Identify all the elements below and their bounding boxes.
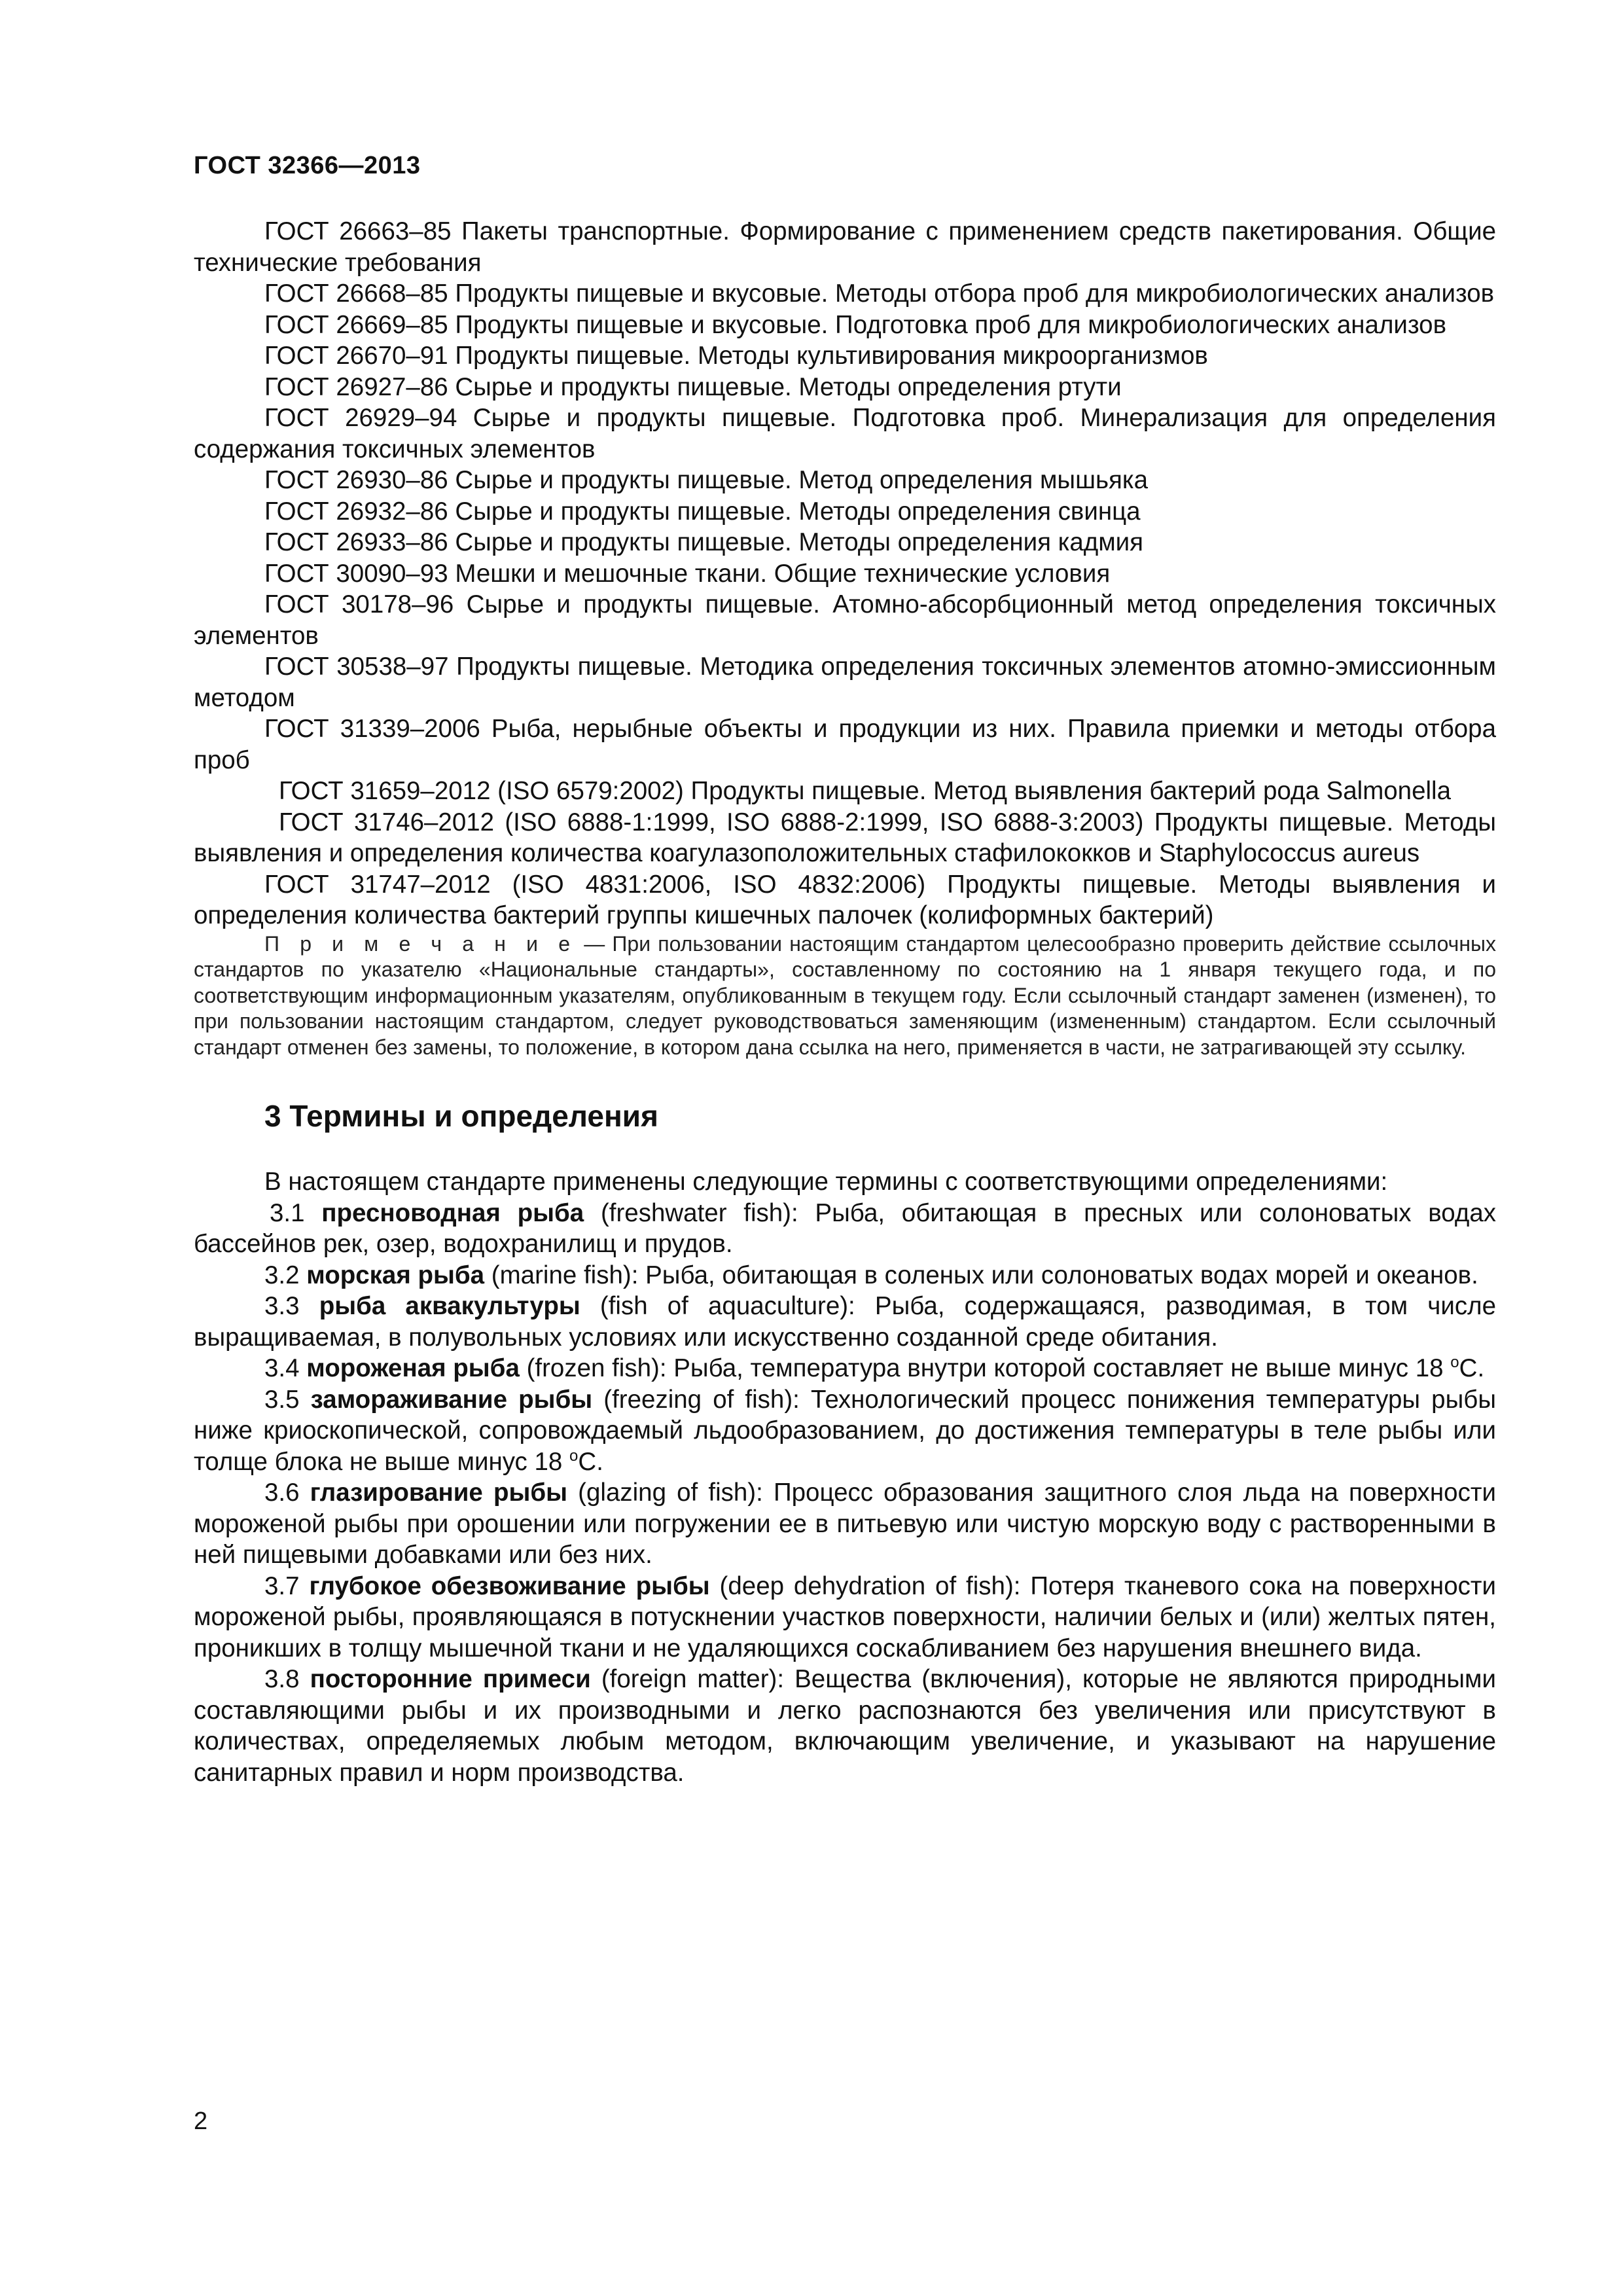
term-text-tail: С. bbox=[578, 1447, 603, 1476]
term-text-tail: С. bbox=[1459, 1354, 1485, 1382]
term-text: (freezing of fish): Технологический процесс понижения температуры рыбы ниже криоскопической, сопровождаемый льдообразованием, до достижения температуры в теле рыбы или толще блока не выше минус 18 bbox=[194, 1385, 1496, 1476]
term-name: мороженая рыба bbox=[306, 1354, 520, 1382]
reference-item: ГОСТ 31747–2012 (ISO 4831:2006, ISO 4832:2006) Продукты пищевые. Методы выявления и определения количества бактерий группы кишечных палочек (колиформных бактерий) bbox=[194, 870, 1496, 929]
reference-item: ГОСТ 30178–96 Сырье и продукты пищевые. Атомно-абсорбционный метод определения токсичных элементов bbox=[194, 590, 1496, 650]
reference-item: ГОСТ 26669–85 Продукты пищевые и вкусовые. Подготовка проб для микробиологических анализов bbox=[264, 310, 1447, 339]
reference-item: ГОСТ 26929–94 Сырье и продукты пищевые. Подготовка проб. Минерализация для определения содержания токсичных элементов bbox=[194, 404, 1496, 463]
term-definition bbox=[194, 1353, 1496, 1384]
term-definition bbox=[194, 1384, 1496, 1478]
page-content bbox=[194, 216, 1496, 1788]
term-text: (freshwater fish): Рыба, обитающая в пресных или солоноватых водах бассейнов рек, озер, водохранилищ и прудов. bbox=[194, 1198, 1496, 1258]
reference-item: ГОСТ 26930–86 Сырье и продукты пищевые. Метод определения мышьяка bbox=[264, 466, 1149, 494]
term-name: морская рыба bbox=[306, 1261, 485, 1289]
note-text: — При пользовании настоящим стандартом целесообразно проверить действие ссылочных стандартов по указателю «Национальные стандарты», составленному по состоянию на 1 января текущего года, и по соответствующим информационным указателям, опубликованным в текущем году. Если ссылочный стандарт заменен (изменен), то при пользовании настоящим стандартом, следует руководствоваться заменяющим (измененным) стандартом. Если ссылочный стандарт отменен без замены, то положение, в котором дана ссылка на него, применяется в части, не затрагивающей эту ссылку. bbox=[194, 931, 1496, 1059]
document-code-header: ГОСТ 32366—2013 bbox=[194, 152, 421, 179]
degree-mark: o bbox=[569, 1446, 579, 1465]
term-name: глубокое обезвоживание рыбы bbox=[309, 1571, 710, 1600]
term-name: глазирование рыбы bbox=[310, 1479, 568, 1507]
term-text: (glazing of fish): Процесс образования защитного слоя льда на поверхности мороженой рыбы при орошении или погружении ее в питьевую или чистую морскую воду с растворенными в ней пищевыми добавками или без них. bbox=[194, 1479, 1496, 1569]
term-number: 3.6 bbox=[264, 1479, 300, 1507]
reference-item: ГОСТ 26927–86 Сырье и продукты пищевые. Методы определения ртути bbox=[264, 372, 1122, 401]
term-definition bbox=[194, 1260, 1496, 1291]
term-text: (marine fish): Рыба, обитающая в соленых или солоноватых водах морей и океанов. bbox=[484, 1261, 1478, 1289]
term-number: 3.3 bbox=[264, 1292, 300, 1320]
term-definition bbox=[194, 1198, 1496, 1260]
references-note bbox=[194, 931, 1496, 1061]
terms-section bbox=[194, 1166, 1496, 1788]
reference-item: ГОСТ 26670–91 Продукты пищевые. Методы культивирования микроорганизмов bbox=[264, 342, 1208, 370]
term-number: 3.2 bbox=[264, 1261, 300, 1289]
reference-item: ГОСТ 31659–2012 (ISO 6579:2002) Продукты пищевые. Метод выявления бактерий рода Salmonella bbox=[279, 777, 1452, 805]
term-name: пресноводная рыба bbox=[321, 1198, 584, 1227]
term-text: (frozen fish): Рыба, температура внутри которой составляет не выше минус 18 bbox=[519, 1354, 1451, 1382]
term-number: 3.7 bbox=[264, 1571, 300, 1600]
reference-item: ГОСТ 26933–86 Сырье и продукты пищевые. Методы определения кадмия bbox=[264, 528, 1144, 556]
term-number: 3.8 bbox=[264, 1665, 300, 1693]
section-intro: В настоящем стандарте применены следующие термины с соответствующими определениями: bbox=[264, 1168, 1388, 1196]
term-definition bbox=[194, 1571, 1496, 1664]
term-definition bbox=[194, 1664, 1496, 1788]
reference-item: ГОСТ 26932–86 Сырье и продукты пищевые. Методы определения свинца bbox=[264, 497, 1141, 526]
term-definition bbox=[194, 1291, 1496, 1353]
note-label: П р и м е ч а н и е bbox=[264, 931, 577, 956]
reference-item: ГОСТ 26663–85 Пакеты транспортные. Формирование с применением средств пакетирования. Общие технические требования bbox=[194, 217, 1496, 277]
page-number: 2 bbox=[194, 2108, 208, 2135]
term-number: 3.1 bbox=[270, 1198, 305, 1227]
term-name: посторонние примеси bbox=[310, 1665, 591, 1693]
degree-mark: o bbox=[1450, 1354, 1459, 1372]
reference-item: ГОСТ 30090–93 Мешки и мешочные ткани. Общие технические условия bbox=[264, 559, 1111, 588]
section-title: 3 Термины и определения bbox=[264, 1099, 658, 1133]
term-text: (fish of aquaculture): Рыба, содержащаяся, разводимая, в том числе выращиваемая, в полувольных условиях или искусственно созданной среде обитания. bbox=[194, 1292, 1496, 1352]
term-definition bbox=[194, 1477, 1496, 1571]
term-text: (foreign matter): Вещества (включения), которые не являются природными составляющими рыбы и их производными и легко распознаются без увеличения или присутствуют в количествах, определяемых любым методом, включающим увеличение, и указывают на нарушение санитарных правил и норм производства. bbox=[194, 1665, 1496, 1787]
term-name: замораживание рыбы bbox=[310, 1385, 593, 1414]
reference-item: ГОСТ 31746–2012 (ISO 6888-1:1999, ISO 6888-2:1999, ISO 6888-3:2003) Продукты пищевые. Методы выявления и определения количества коагулазоположительных стафилококков и Staphylococcus aureus bbox=[194, 808, 1496, 867]
reference-item: ГОСТ 30538–97 Продукты пищевые. Методика определения токсичных элементов атомно-эмиссионным методом bbox=[194, 653, 1496, 712]
term-name: рыба аквакультуры bbox=[319, 1292, 580, 1320]
reference-item: ГОСТ 26668–85 Продукты пищевые и вкусовые. Методы отбора проб для микробиологических анализов bbox=[264, 279, 1495, 308]
reference-item: ГОСТ 31339–2006 Рыба, нерыбные объекты и продукции из них. Правила приемки и методы отбора проб bbox=[194, 715, 1496, 774]
normative-references-list bbox=[194, 216, 1496, 931]
term-number: 3.4 bbox=[264, 1354, 300, 1382]
term-text: (deep dehydration of fish): Потеря тканевого сока на поверхности мороженой рыбы, проявляющаяся в потускнении участков поверхности, наличии белых и (или) желтых пятен, проникших в толщу мышечной ткани и не удаляющихся соскабливанием без нарушения внешнего вида. bbox=[194, 1571, 1496, 1662]
term-number: 3.5 bbox=[264, 1385, 300, 1414]
